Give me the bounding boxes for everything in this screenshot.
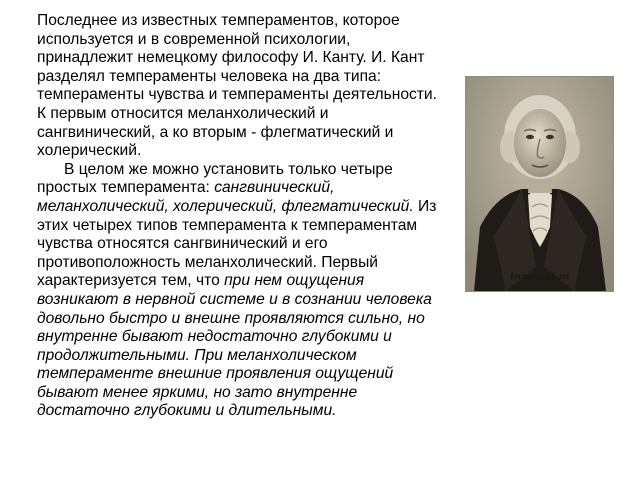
paragraph-lead: В целом же можно установить только четыре простых темперамента:: [37, 160, 393, 197]
paragraph-middle: Из этих четырех типов темперамента к темпераментам чувства относятся сангвинический и его противоположность меланхолический. Первый характеризуется тем, что: [37, 197, 437, 290]
kant-portrait: [465, 76, 614, 292]
paragraph-four-temperaments: [37, 161, 439, 421]
article-text: [37, 12, 439, 421]
portrait-caption: Immanuel Kant: [510, 271, 569, 281]
sensation-description: при нем ощущения возникают в нервной системе и в сознании человека довольно быстро и внешне проявляются сильно, но внутренне бывают недостаточно глубокими и продолжительными. При меланхолическом темпераменте внешние проявления ощущений бывают менее яркими, но зато внутренне достаточно глубокими и длительными.: [37, 272, 432, 420]
temperament-list: сангвинический, меланхолический, холерический, флегматический.: [37, 179, 414, 215]
portrait-illustration: [466, 77, 613, 291]
paragraph-kant-types: Последнее из известных темпераментов, которое используется и в современной психологии, принадлежит немецкому философу И. Канту. И. Кант разделял темпераменты человека на два типа: темпераменты чувства и темпераменты деятельности. К первым относится меланхолический и сангвинический, а ко вторым - флегматический и холерический.: [37, 12, 437, 160]
